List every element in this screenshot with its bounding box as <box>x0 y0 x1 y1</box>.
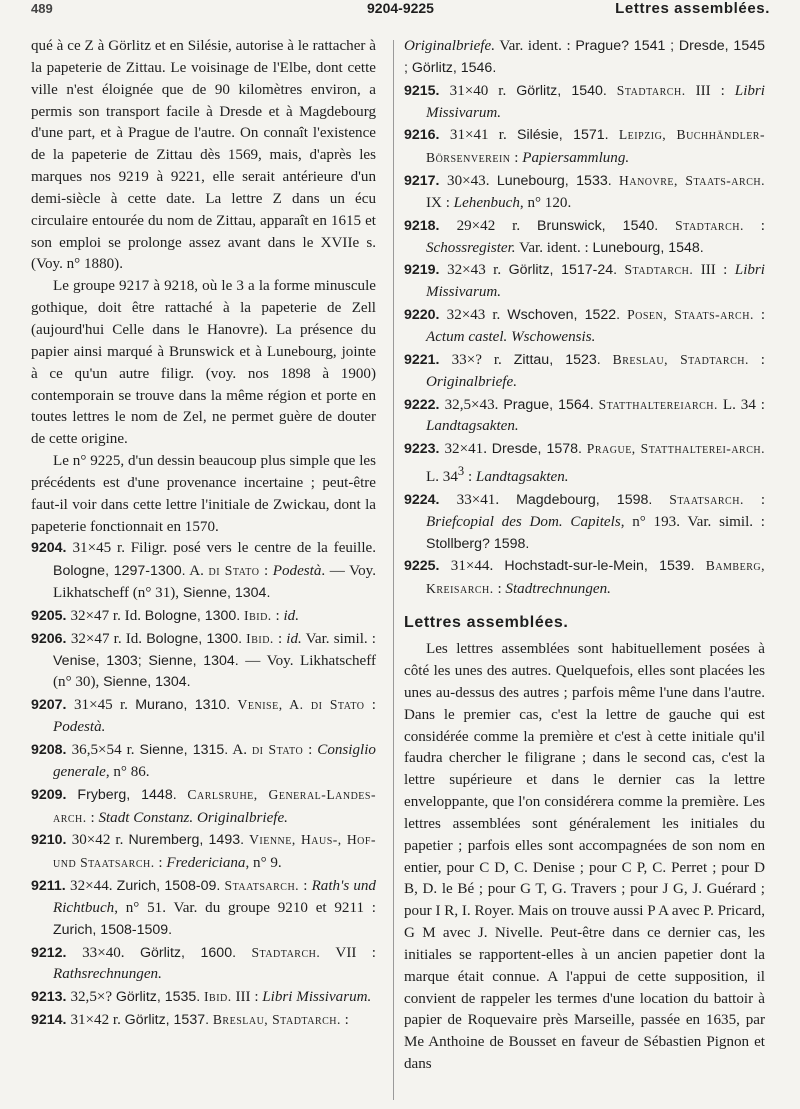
entry-number: 9215. <box>404 82 450 99</box>
entry-text: 36,5×54 r. Sienne, 1315. A. di Stato : Consiglio generale, n° 86. <box>53 742 376 780</box>
entry-number: 9225. <box>404 558 451 575</box>
entry-text: 31×45 r. Filigr. posé vers le centre de la feuille. Bologne, 1297-1300. A. di Stato : Podestà. — Voy. Likhatscheff (n° 31), Sienne, 1304. <box>53 540 377 602</box>
catalog-entry-e9224 <box>404 489 765 556</box>
page-header <box>31 0 770 26</box>
catalog-entry-e9213 <box>31 986 376 1009</box>
entry-number: 9208. <box>31 742 72 758</box>
entry-number: 9204. <box>31 540 73 557</box>
entry-text: 32×41. Dresde, 1578. Prague, Statthalterei-arch. L. $34^3$ : Landtagsakten. <box>426 441 766 486</box>
catalog-entry-e9216 <box>404 124 765 170</box>
catalog-entry-e9221 <box>404 349 765 394</box>
entry-number: 9218. <box>404 217 457 234</box>
catalog-entry-e9225 <box>404 555 765 601</box>
running-title: Lettres assemblées. <box>615 0 770 17</box>
catalog-entry-e9211 <box>31 875 376 942</box>
catalog-entry-e9217 <box>404 170 765 215</box>
entry-text: Originalbriefe. Var. ident. : Prague? 1541 ; Dresde, 1545 ; Görlitz, 1546. <box>404 38 765 76</box>
catalog-entry-e9220 <box>404 304 765 349</box>
entry-number: 9212. <box>31 944 83 961</box>
entry-text: 32×44. Zurich, 1508-09. Staatsarch. : Rath's und Richtbuch, n° 51. Var. du groupe 9210 et 9211 : Zurich, 1508-1509. <box>53 878 376 938</box>
zwickau-paragraph: Le n° 9225, d'un dessin beaucoup plus simple que les précédents est d'une provenance incertaine ; peut-être faut-il voir dans cette lettre l'initiale de Zwickau, dont la papeterie fonctionnait en 1570. <box>31 453 376 535</box>
entry-text: 32×47 r. Id. Bologne, 1300. Ibid. : id. Var. simil. : Venise, 1303; Sienne, 1304. — Voy. Likhatscheff (n° 30), Sienne, 1304. <box>53 630 376 691</box>
entry-number: 9224. <box>404 491 457 508</box>
catalog-entry-e9206 <box>31 628 376 695</box>
entry-number: 9209. <box>31 786 78 803</box>
entry-number: 9207. <box>31 697 74 714</box>
entry-text: 32,5×? Görlitz, 1535. Ibid. III : Libri Missivarum. <box>70 989 372 1006</box>
entry-number: 9210. <box>31 832 72 849</box>
entry-number: 9205. <box>31 607 71 624</box>
entry-text: 31×45 r. Murano, 1310. Venise, A. di Stato : Podestà. <box>53 697 376 736</box>
catalog-entry-e9209 <box>31 784 376 830</box>
section-paragraph: Les lettres assemblées sont habituellement posées à côté les unes des autres. Quelquefois, elles sont placées les unes au-dessus des autres ; parfois même l'une dans l'autre. Dans le premier cas, c'est la lettre de gauche qui est considérée comme la première et c'est à cette initiale qu'il faudra chercher le filigrane ; dans le second cas, c'est la lettre supérieure et dans le dernier cas la lettre enveloppante, que l'on considérera comme la première. Les lettres assemblées sont généralement les initiales du papetier ; parfois elles sont accompagnées de son nom en entier, pour C D, C. Denise ; pour C P, C. Perret ; pour D B, D. le Bé ; pour G T, G. Travers ; pour J G, J. Guérard ; pour I R, I. Royer. Mais on trouve aussi P A avec P. Pricard, G M avec J. Nivelle. Peut-être dans ce dernier cas, les initiales se rapportent-elles à un ancien papetier dont la marque était connue. A l'appui de cette supposition, il convient de rappeler les termes d'une location du battoir à papier de Roquevaire près Marseille, passée en 1635, par Me Anthoine de Bousset en faveur de Sébastien Pignon et dans <box>404 641 765 1073</box>
catalog-entry-e9219 <box>404 259 765 304</box>
entry-text: 31×40 r. Görlitz, 1540. Stadtarch. III : Libri Missivarum. <box>426 82 765 121</box>
left-entry-list <box>31 538 376 1032</box>
entry-text: 32,5×43. Prague, 1564. Statthaltereiarch. L. 34 : Landtagsakten. <box>426 396 765 435</box>
entry-text: 32×43 r. Görlitz, 1517-24. Stadtarch. III : Libri Missivarum. <box>426 262 765 301</box>
left-column <box>31 36 376 1032</box>
catalog-entry-e9212 <box>31 942 376 987</box>
catalog-entry-e9205 <box>31 605 376 628</box>
entry-text: 31×41 r. Silésie, 1571. Leipzig, Buchhändler-Börsenverein : Papiersammlung. <box>426 127 766 167</box>
entry-text: 31×44. Hochstadt-sur-le-Mein, 1539. Bamberg, Kreisarch. : Stadtrechnungen. <box>426 558 765 598</box>
entry-number: 9213. <box>31 989 71 1006</box>
catalog-entry-e9208 <box>31 739 376 784</box>
section-title: Lettres assemblées. <box>404 614 569 632</box>
catalog-entry-e9223 <box>404 438 765 489</box>
entry-text: 32×43 r. Wschoven, 1522. Posen, Staats-arch. : Actum castel. Wschowensis. <box>426 307 766 345</box>
catalog-entry-e9214 <box>31 1009 376 1032</box>
catalog-entry-e9204 <box>31 538 376 605</box>
zell-paragraph: Le groupe 9217 à 9218, où le 3 a la forme minuscule gothique, doit être rattaché à la papeterie de Zell (aujourd'hui Celle dans le Hanovre). La présence du papier ainsi marqué à Brunswick et à Lunebourg, jointe à ce qu'un autre filigr. (voy. nos 1898 à 1900) contemporain se trouve dans la même région et porte en toutes lettres le nom de Zel, ne permet guère de douter de cette origine. <box>31 278 376 448</box>
entry-text: Fryberg, 1448. Carlsruhe, General-Landes-arch. : Stadt Constanz. Originalbriefe. <box>53 786 376 826</box>
catalog-entry-e9210 <box>31 829 376 875</box>
entry-text: 32×47 r. Id. Bologne, 1300. Ibid. : id. <box>70 607 299 624</box>
entry-number: 9221. <box>404 351 452 368</box>
entry-text: 33×40. Görlitz, 1600. Stadtarch. VII : Rathsrechnungen. <box>53 944 376 983</box>
column-divider <box>393 40 394 1100</box>
page-number: 489 <box>31 1 53 16</box>
entry-range: 9204-9225 <box>367 0 434 16</box>
right-column <box>404 36 765 1076</box>
entry-number: 9223. <box>404 441 445 458</box>
entry-number: 9211. <box>31 878 71 895</box>
entry-number: 9216. <box>404 127 450 144</box>
catalog-entry-e9207 <box>31 694 376 739</box>
entry-text: 33×? r. Zittau, 1523. Breslau, Stadtarch. : Originalbriefe. <box>426 351 766 390</box>
entry-text: 29×42 r. Brunswick, 1540. Stadtarch. : Schossregister. Var. ident. : Lunebourg, 1548. <box>426 217 765 256</box>
entry-number: 9219. <box>404 262 448 279</box>
entry-number: 9217. <box>404 173 448 190</box>
catalog-entry-e9222 <box>404 394 765 439</box>
entry-text: 33×41. Magdebourg, 1598. Staatsarch. : Briefcopial des Dom. Capitels, n° 193. Var. simil. : Stollberg? 1598. <box>426 491 766 552</box>
entry-text: 31×42 r. Görlitz, 1537. Breslau, Stadtarch. : <box>70 1012 349 1029</box>
entry-text: 30×42 r. Nuremberg, 1493. Vienne, Haus-, Hof- und Staatsarch. : Fredericiana, n° 9. <box>53 832 376 872</box>
right-entry-list <box>404 36 765 601</box>
catalog-entry-e9215 <box>404 80 765 125</box>
entry-number: 9214. <box>31 1012 71 1029</box>
entry-number: 9220. <box>404 307 447 324</box>
entry-number: 9206. <box>31 630 71 647</box>
entry-text: 30×43. Lunebourg, 1533. Hanovre, Staats-arch. IX : Lehenbuch, n° 120. <box>426 173 765 211</box>
intro-paragraph: qué à ce Z à Görlitz et en Silésie, autorise à le rattacher à la papeterie de Zittau. Le voisinage de l'Elbe, dont cette ville n'est éloignée que de 90 kilomètres environ, a permis son transport facile à Dresde et à Magdebourg d'une part, et à Prague de l'autre. On connaît l'existence de la papeterie de Zittau dès 1569, mais, d'après les marques nos 9219 à 9221, elle serait antérieure d'un demi-siècle à cette date. La lettre Z dans un écu circulaire entourée du nom de Zittau, apparaît en 1615 et son emploi se prolonge assez avant dans le XVIIe s. (Voy. n° 1880). <box>31 38 376 273</box>
entry-number: 9222. <box>404 396 445 413</box>
catalog-entry-e9214b <box>404 36 765 80</box>
catalog-entry-e9218 <box>404 215 765 260</box>
